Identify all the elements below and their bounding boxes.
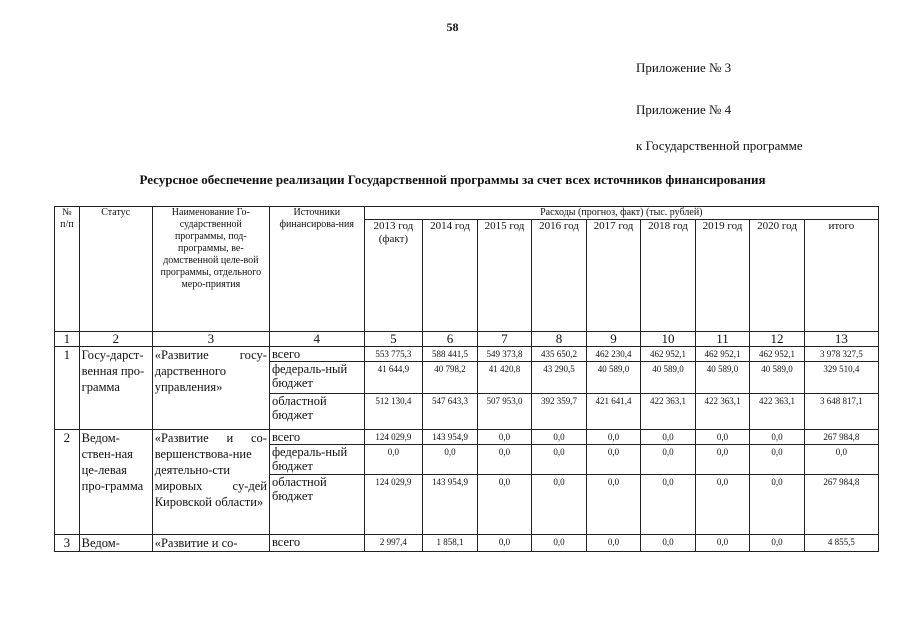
value-cell: 422 363,1 bbox=[695, 394, 750, 430]
value-cell: 0,0 bbox=[364, 445, 423, 475]
header-status: Статус bbox=[79, 207, 152, 332]
header-total: итого bbox=[804, 220, 878, 332]
row-source: областной бюджет bbox=[269, 475, 364, 535]
col-number: 5 bbox=[364, 332, 423, 347]
value-cell: 549 373,8 bbox=[477, 347, 532, 362]
row-name: «Развитие госу-дарственного управления» bbox=[152, 347, 269, 430]
row-source: областной бюджет bbox=[269, 394, 364, 430]
value-cell: 0,0 bbox=[641, 475, 696, 535]
value-cell: 512 130,4 bbox=[364, 394, 423, 430]
value-cell: 2 997,4 bbox=[364, 535, 423, 552]
value-cell: 0,0 bbox=[750, 445, 805, 475]
value-cell: 0,0 bbox=[641, 445, 696, 475]
value-cell: 267 984,8 bbox=[804, 430, 878, 445]
col-number: 8 bbox=[532, 332, 587, 347]
row-status: Госу-дарст-венная про-грамма bbox=[79, 347, 152, 430]
value-cell: 41 420,8 bbox=[477, 362, 532, 394]
value-cell: 392 359,7 bbox=[532, 394, 587, 430]
value-cell: 547 643,3 bbox=[423, 394, 478, 430]
col-number: 10 bbox=[641, 332, 696, 347]
row-source: федераль-ный бюджет bbox=[269, 362, 364, 394]
value-cell: 0,0 bbox=[586, 430, 641, 445]
value-cell: 40 589,0 bbox=[695, 362, 750, 394]
row-source: всего bbox=[269, 535, 364, 552]
value-cell: 0,0 bbox=[695, 535, 750, 552]
value-cell: 0,0 bbox=[695, 475, 750, 535]
row-name: «Развитие и со-вершенствова-ние деятельно-сти мировых су-дей Кировской области» bbox=[152, 430, 269, 535]
value-cell: 0,0 bbox=[695, 430, 750, 445]
value-cell: 0,0 bbox=[532, 430, 587, 445]
value-cell: 329 510,4 bbox=[804, 362, 878, 394]
value-cell: 40 589,0 bbox=[586, 362, 641, 394]
row-name: «Развитие и со- bbox=[152, 535, 269, 552]
header-name: Наименование Го-сударственной программы, под-программы, ве-домственной целе-вой программы, отдельного меро-приятия bbox=[152, 207, 269, 332]
value-cell: 0,0 bbox=[532, 535, 587, 552]
value-cell: 3 648 817,1 bbox=[804, 394, 878, 430]
value-cell: 43 290,5 bbox=[532, 362, 587, 394]
table-row bbox=[55, 430, 879, 445]
header-year: 2015 год bbox=[477, 220, 532, 332]
value-cell: 588 441,5 bbox=[423, 347, 478, 362]
value-cell: 124 029,9 bbox=[364, 430, 423, 445]
value-cell: 462 952,1 bbox=[641, 347, 696, 362]
value-cell: 267 984,8 bbox=[804, 475, 878, 535]
value-cell: 0,0 bbox=[532, 475, 587, 535]
table-row bbox=[55, 347, 879, 362]
value-cell: 143 954,9 bbox=[423, 430, 478, 445]
value-cell: 3 978 327,5 bbox=[804, 347, 878, 362]
value-cell: 422 363,1 bbox=[750, 394, 805, 430]
col-number: 7 bbox=[477, 332, 532, 347]
col-number: 3 bbox=[152, 332, 269, 347]
value-cell: 421 641,4 bbox=[586, 394, 641, 430]
annex-line-3: к Государственной программе bbox=[636, 138, 803, 153]
value-cell: 0,0 bbox=[641, 535, 696, 552]
row-number: 1 bbox=[55, 347, 80, 430]
value-cell: 435 650,2 bbox=[532, 347, 587, 362]
col-number: 11 bbox=[695, 332, 750, 347]
value-cell: 0,0 bbox=[477, 430, 532, 445]
col-number: 13 bbox=[804, 332, 878, 347]
header-num: № п/п bbox=[55, 207, 80, 332]
value-cell: 507 953,0 bbox=[477, 394, 532, 430]
row-status: Ведом- bbox=[79, 535, 152, 552]
col-number: 2 bbox=[79, 332, 152, 347]
row-source: федераль-ный бюджет bbox=[269, 445, 364, 475]
header-year: 2013 год (факт) bbox=[364, 220, 423, 332]
header-sources: Источники финансирова-ния bbox=[269, 207, 364, 332]
value-cell: 0,0 bbox=[586, 475, 641, 535]
value-cell: 553 775,3 bbox=[364, 347, 423, 362]
document-title: Ресурсное обеспечение реализации Государственной программы за счет всех источников финансирования bbox=[139, 172, 766, 187]
value-cell: 0,0 bbox=[804, 445, 878, 475]
page-number: 58 bbox=[446, 20, 459, 34]
header-year: 2019 год bbox=[695, 220, 750, 332]
header-year: 2020 год bbox=[750, 220, 805, 332]
column-number-row bbox=[55, 332, 879, 347]
header-year: 2017 год bbox=[586, 220, 641, 332]
value-cell: 0,0 bbox=[641, 430, 696, 445]
value-cell: 40 589,0 bbox=[750, 362, 805, 394]
header-year: 2014 год bbox=[423, 220, 478, 332]
col-number: 1 bbox=[55, 332, 80, 347]
value-cell: 4 855,5 bbox=[804, 535, 878, 552]
header-year: 2016 год bbox=[532, 220, 587, 332]
table-row bbox=[55, 535, 879, 552]
value-cell: 0,0 bbox=[532, 445, 587, 475]
value-cell: 40 798,2 bbox=[423, 362, 478, 394]
header-year: 2018 год bbox=[641, 220, 696, 332]
header-expenses: Расходы (прогноз, факт) (тыс. рублей) bbox=[364, 207, 878, 220]
value-cell: 0,0 bbox=[477, 535, 532, 552]
col-number: 9 bbox=[586, 332, 641, 347]
value-cell: 0,0 bbox=[750, 475, 805, 535]
value-cell: 0,0 bbox=[750, 535, 805, 552]
row-number: 3 bbox=[55, 535, 80, 552]
value-cell: 0,0 bbox=[750, 430, 805, 445]
value-cell: 462 952,1 bbox=[695, 347, 750, 362]
value-cell: 462 230,4 bbox=[586, 347, 641, 362]
value-cell: 0,0 bbox=[695, 445, 750, 475]
value-cell: 0,0 bbox=[477, 475, 532, 535]
resource-table bbox=[54, 206, 879, 552]
value-cell: 0,0 bbox=[586, 535, 641, 552]
row-number: 2 bbox=[55, 430, 80, 535]
row-source: всего bbox=[269, 347, 364, 362]
value-cell: 422 363,1 bbox=[641, 394, 696, 430]
col-number: 6 bbox=[423, 332, 478, 347]
value-cell: 0,0 bbox=[586, 445, 641, 475]
value-cell: 41 644,9 bbox=[364, 362, 423, 394]
value-cell: 40 589,0 bbox=[641, 362, 696, 394]
annex-line-1: Приложение № 3 bbox=[636, 60, 732, 75]
row-status: Ведом-ствен-ная це-левая про-грамма bbox=[79, 430, 152, 535]
col-number: 4 bbox=[269, 332, 364, 347]
row-source: всего bbox=[269, 430, 364, 445]
value-cell: 462 952,1 bbox=[750, 347, 805, 362]
value-cell: 1 858,1 bbox=[423, 535, 478, 552]
annex-line-2: Приложение № 4 bbox=[636, 102, 732, 117]
value-cell: 124 029,9 bbox=[364, 475, 423, 535]
value-cell: 0,0 bbox=[477, 445, 532, 475]
value-cell: 0,0 bbox=[423, 445, 478, 475]
value-cell: 143 954,9 bbox=[423, 475, 478, 535]
col-number: 12 bbox=[750, 332, 805, 347]
